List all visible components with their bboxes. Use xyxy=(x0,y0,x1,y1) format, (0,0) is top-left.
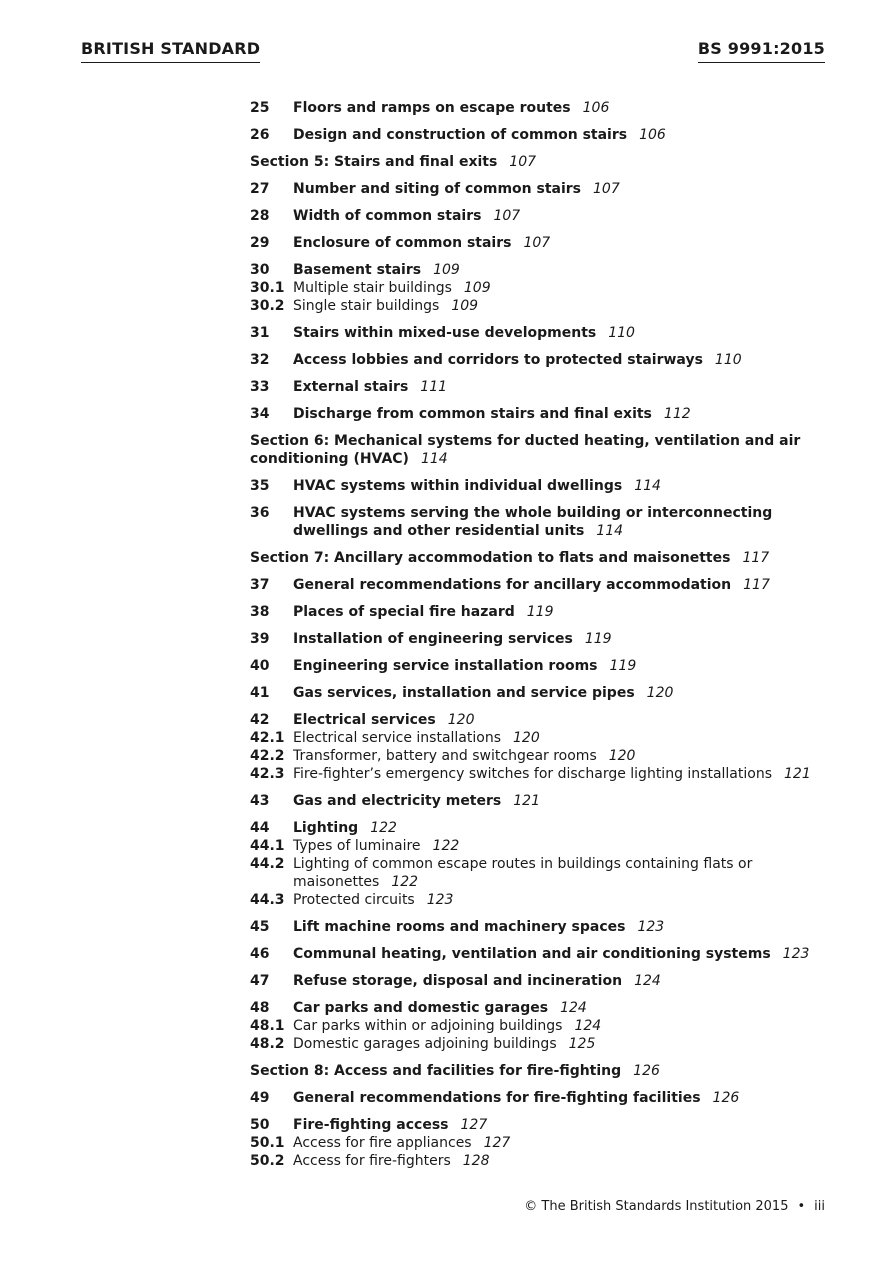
toc-subclause-title xyxy=(293,1017,850,1035)
toc-clause-line xyxy=(250,405,850,423)
toc-clause-entry xyxy=(250,657,850,675)
toc-clause-number: 46 xyxy=(250,946,270,962)
toc-clause-number: 44 xyxy=(250,820,270,836)
toc-clause-entry xyxy=(250,180,850,198)
toc-clause-line xyxy=(250,711,850,729)
toc-clause-text: HVAC systems serving the whole building or interconnecting dwellings and other residential units xyxy=(293,505,773,539)
footer xyxy=(524,1198,825,1216)
toc-clause-number: 33 xyxy=(250,379,270,395)
toc-clause-entry xyxy=(250,1089,850,1107)
footer-copyright: © The British Standards Institution 2015 xyxy=(524,1199,789,1214)
toc-page-number: 123 xyxy=(782,946,810,962)
toc-subclause-line xyxy=(250,837,850,855)
toc-clause-entry xyxy=(250,207,850,225)
toc-subclause-number: 48.2 xyxy=(250,1036,285,1052)
toc-clause-title xyxy=(293,945,850,963)
toc-clause-line xyxy=(250,657,850,675)
toc-page-number: 114 xyxy=(634,478,661,494)
toc-section-text: Section 6: Mechanical systems for ducted heating, ventilation and air conditioning (HVAC) xyxy=(250,433,801,467)
toc-page-number: 107 xyxy=(509,154,537,170)
toc-subclause-number: 48.1 xyxy=(250,1018,285,1034)
toc-clause-entry xyxy=(250,999,850,1053)
toc-subclause-number: 50.2 xyxy=(250,1153,285,1169)
toc-page-number: 109 xyxy=(463,280,491,296)
toc-subclause-number: 42.2 xyxy=(250,748,285,764)
toc-subclause-line xyxy=(250,747,850,765)
toc-clause-text: Basement stairs xyxy=(293,262,422,278)
toc-page-number: 109 xyxy=(433,262,460,278)
toc-clause-entry xyxy=(250,261,850,315)
toc-page-number: 122 xyxy=(370,820,397,836)
toc-clause-line xyxy=(250,234,850,252)
toc-subclause-number: 30.2 xyxy=(250,298,285,314)
toc-subclause-line xyxy=(250,297,850,315)
toc-page-number: 124 xyxy=(634,973,661,989)
toc-clause-line xyxy=(250,918,850,936)
toc-subclause-title xyxy=(293,297,850,315)
toc-page-number: 126 xyxy=(712,1090,740,1106)
toc-subclause-number: 42.1 xyxy=(250,730,285,746)
toc-subclause-number: 30.1 xyxy=(250,280,285,296)
toc-page-number: 106 xyxy=(582,100,610,116)
toc-clause-title xyxy=(293,504,850,540)
toc-subclause-text: Electrical service installations xyxy=(293,730,501,746)
toc-subclause-text: Multiple stair buildings xyxy=(293,280,452,296)
toc-subclause-title xyxy=(293,747,850,765)
toc-subclause-text: Car parks within or adjoining buildings xyxy=(293,1018,563,1034)
toc-clause-number: 49 xyxy=(250,1090,270,1106)
toc-clause-number: 39 xyxy=(250,631,270,647)
toc-page-number: 127 xyxy=(483,1135,511,1151)
toc-clause-text: HVAC systems within individual dwellings xyxy=(293,478,623,494)
toc-subclause-text: Types of luminaire xyxy=(293,838,421,854)
toc-clause-line xyxy=(250,477,850,495)
toc-clause-text: Communal heating, ventilation and air conditioning systems xyxy=(293,946,771,962)
toc-page-number: 119 xyxy=(609,658,637,674)
toc-clause-number: 35 xyxy=(250,478,270,494)
toc-clause-text: Lift machine rooms and machinery spaces xyxy=(293,919,626,935)
toc-clause-text: Width of common stairs xyxy=(293,208,482,224)
toc-clause-title xyxy=(293,324,850,342)
toc-clause-line xyxy=(250,999,850,1017)
toc-subclause-text: Access for fire appliances xyxy=(293,1135,472,1151)
toc-page-number: 127 xyxy=(460,1117,488,1133)
toc-clause-entry xyxy=(250,126,850,144)
toc-clause-title xyxy=(293,207,850,225)
toc-subclause-title xyxy=(293,279,850,297)
toc-clause-title xyxy=(293,180,850,198)
toc-clause-line xyxy=(250,180,850,198)
toc-clause-line xyxy=(250,576,850,594)
toc-clause-number: 41 xyxy=(250,685,270,701)
toc-section-entry xyxy=(250,432,850,468)
toc-clause-title xyxy=(293,657,850,675)
toc-clause-title xyxy=(293,684,850,702)
toc-clause-title xyxy=(293,405,850,423)
toc-clause-title xyxy=(293,477,850,495)
toc-section-title xyxy=(250,432,850,468)
footer-page-number: iii xyxy=(814,1199,825,1214)
toc-clause-text: Electrical services xyxy=(293,712,436,728)
toc-subclause-line xyxy=(250,855,850,891)
toc-page-number: 117 xyxy=(743,577,770,593)
toc-page-number: 114 xyxy=(420,451,448,467)
toc-clause-title xyxy=(293,126,850,144)
toc-clause-number: 26 xyxy=(250,127,270,143)
toc-clause-number: 30 xyxy=(250,262,270,278)
toc-subclause-title xyxy=(293,837,850,855)
toc-clause-text: Engineering service installation rooms xyxy=(293,658,598,674)
toc-clause-title xyxy=(293,1116,850,1134)
toc-subclause-title xyxy=(293,1152,850,1170)
toc-clause-text: Installation of engineering services xyxy=(293,631,573,647)
toc-page-number: 126 xyxy=(633,1063,660,1079)
toc-clause-number: 31 xyxy=(250,325,270,341)
toc-page-number: 114 xyxy=(596,523,624,539)
toc-subclause-number: 44.1 xyxy=(250,838,285,854)
toc-page-number: 122 xyxy=(432,838,460,854)
toc-clause-line xyxy=(250,945,850,963)
toc-subclause-line xyxy=(250,1152,850,1170)
toc-clause-text: Gas services, installation and service pipes xyxy=(293,685,635,701)
toc-clause-number: 32 xyxy=(250,352,270,368)
toc-subclause-number: 44.2 xyxy=(250,856,285,872)
toc-clause-text: Places of special fire hazard xyxy=(293,604,515,620)
toc-clause-line xyxy=(250,351,850,369)
toc-subclause-line xyxy=(250,279,850,297)
toc-clause-number: 25 xyxy=(250,100,270,116)
toc-clause-line xyxy=(250,630,850,648)
toc-clause-title xyxy=(293,711,850,729)
toc-clause-entry xyxy=(250,234,850,252)
toc-clause-entry xyxy=(250,684,850,702)
toc-subclause-title xyxy=(293,1134,850,1152)
toc-clause-text: Refuse storage, disposal and incineration xyxy=(293,973,623,989)
toc-clause-title xyxy=(293,351,850,369)
toc-subclause-line xyxy=(250,891,850,909)
toc-clause-title xyxy=(293,1089,850,1107)
toc-clause-title xyxy=(293,918,850,936)
toc-clause-title xyxy=(293,999,850,1017)
toc-clause-number: 38 xyxy=(250,604,270,620)
toc-clause-number: 37 xyxy=(250,577,270,593)
toc-clause-entry xyxy=(250,603,850,621)
footer-bullet: • xyxy=(797,1199,806,1214)
toc-section-entry xyxy=(250,1062,850,1080)
toc-page-number: 123 xyxy=(637,919,665,935)
toc-clause-line xyxy=(250,603,850,621)
toc-section-title xyxy=(250,549,850,567)
toc-clause-entry xyxy=(250,324,850,342)
toc-clause-title xyxy=(293,99,850,117)
toc-clause-text: Floors and ramps on escape routes xyxy=(293,100,571,116)
toc-clause-line xyxy=(250,324,850,342)
toc-clause-title xyxy=(293,378,850,396)
toc-section-text: Section 7: Ancillary accommodation to flats and maisonettes xyxy=(250,550,731,566)
toc-page-number: 111 xyxy=(420,379,448,395)
toc-clause-entry xyxy=(250,711,850,783)
toc-subclause-title xyxy=(293,765,850,783)
toc-page-number: 120 xyxy=(646,685,674,701)
toc-page-number: 110 xyxy=(714,352,742,368)
toc-section-title xyxy=(250,1062,850,1080)
toc-clause-number: 29 xyxy=(250,235,270,251)
toc-subclause-title xyxy=(293,1035,850,1053)
header-left-title: BRITISH STANDARD xyxy=(81,38,260,63)
toc-page-number: 122 xyxy=(391,874,419,890)
toc-clause-entry xyxy=(250,972,850,990)
toc-page-number: 112 xyxy=(663,406,691,422)
toc-clause-title xyxy=(293,972,850,990)
toc-clause-number: 40 xyxy=(250,658,270,674)
toc-page-number: 128 xyxy=(462,1153,490,1169)
toc-subclause-text: Single stair buildings xyxy=(293,298,440,314)
toc-clause-line xyxy=(250,1089,850,1107)
toc-page-number: 120 xyxy=(447,712,475,728)
toc-clause-entry xyxy=(250,99,850,117)
toc-page-number: 120 xyxy=(608,748,636,764)
toc-clause-text: General recommendations for fire-fighting facilities xyxy=(293,1090,701,1106)
toc-subclause-line xyxy=(250,1134,850,1152)
toc-clause-title xyxy=(293,261,850,279)
toc-clause-line xyxy=(250,207,850,225)
toc-subclause-line xyxy=(250,1017,850,1035)
toc-clause-number: 48 xyxy=(250,1000,270,1016)
toc-subclause-line xyxy=(250,765,850,783)
toc-clause-number: 36 xyxy=(250,505,270,521)
toc-section-entry xyxy=(250,549,850,567)
toc-clause-line xyxy=(250,792,850,810)
toc-page-number: 117 xyxy=(742,550,770,566)
toc-page-number: 121 xyxy=(513,793,540,809)
toc-page-number: 110 xyxy=(608,325,635,341)
toc-clause-entry xyxy=(250,792,850,810)
toc-clause-number: 43 xyxy=(250,793,270,809)
toc-clause-text: External stairs xyxy=(293,379,409,395)
toc-section-text: Section 8: Access and facilities for fire-fighting xyxy=(250,1063,622,1079)
toc-subclause-text: Lighting of common escape routes in buildings containing flats or maisonettes xyxy=(293,856,753,890)
toc-subclause-number: 50.1 xyxy=(250,1135,285,1151)
toc-clause-text: Stairs within mixed-use developments xyxy=(293,325,597,341)
toc-subclause-title xyxy=(293,891,850,909)
toc-clause-text: General recommendations for ancillary accommodation xyxy=(293,577,732,593)
toc-subclause-line xyxy=(250,729,850,747)
toc-clause-line xyxy=(250,504,850,540)
toc-page-number: 124 xyxy=(560,1000,587,1016)
toc-clause-text: Gas and electricity meters xyxy=(293,793,502,809)
toc-page-number: 119 xyxy=(526,604,554,620)
table-of-contents xyxy=(250,99,850,1179)
toc-page-number: 119 xyxy=(584,631,612,647)
toc-page-number: 121 xyxy=(784,766,811,782)
toc-clause-line xyxy=(250,126,850,144)
toc-page-number: 107 xyxy=(523,235,551,251)
toc-clause-line xyxy=(250,972,850,990)
toc-clause-number: 50 xyxy=(250,1117,270,1133)
toc-page-number: 107 xyxy=(593,181,620,197)
toc-page-number: 124 xyxy=(574,1018,602,1034)
toc-clause-number: 47 xyxy=(250,973,270,989)
toc-subclause-text: Domestic garages adjoining buildings xyxy=(293,1036,557,1052)
toc-page-number: 125 xyxy=(568,1036,596,1052)
toc-clause-title xyxy=(293,630,850,648)
toc-clause-title xyxy=(293,603,850,621)
toc-section-text: Section 5: Stairs and final exits xyxy=(250,154,498,170)
toc-clause-number: 45 xyxy=(250,919,270,935)
toc-clause-entry xyxy=(250,1116,850,1170)
toc-clause-text: Enclosure of common stairs xyxy=(293,235,512,251)
toc-clause-number: 28 xyxy=(250,208,270,224)
toc-clause-number: 42 xyxy=(250,712,270,728)
header-standard-number: BS 9991:2015 xyxy=(698,38,825,63)
toc-clause-title xyxy=(293,819,850,837)
toc-clause-entry xyxy=(250,405,850,423)
toc-page-number: 120 xyxy=(513,730,540,746)
toc-clause-title xyxy=(293,234,850,252)
toc-subclause-text: Transformer, battery and switchgear rooms xyxy=(293,748,597,764)
toc-clause-entry xyxy=(250,477,850,495)
toc-subclause-text: Protected circuits xyxy=(293,892,415,908)
toc-subclause-text: Access for fire-fighters xyxy=(293,1153,451,1169)
toc-subclause-title xyxy=(293,855,850,891)
toc-clause-text: Lighting xyxy=(293,820,359,836)
toc-clause-entry xyxy=(250,378,850,396)
toc-section-entry xyxy=(250,153,850,171)
toc-page-number: 107 xyxy=(493,208,521,224)
toc-clause-entry xyxy=(250,819,850,909)
toc-subclause-number: 44.3 xyxy=(250,892,285,908)
toc-subclause-line xyxy=(250,1035,850,1053)
toc-clause-title xyxy=(293,576,850,594)
toc-clause-text: Number and siting of common stairs xyxy=(293,181,582,197)
toc-clause-line xyxy=(250,819,850,837)
toc-clause-text: Access lobbies and corridors to protected stairways xyxy=(293,352,703,368)
toc-clause-line xyxy=(250,99,850,117)
toc-clause-entry xyxy=(250,576,850,594)
toc-subclause-number: 42.3 xyxy=(250,766,285,782)
toc-clause-line xyxy=(250,261,850,279)
toc-clause-entry xyxy=(250,945,850,963)
toc-clause-text: Design and construction of common stairs xyxy=(293,127,628,143)
toc-clause-title xyxy=(293,792,850,810)
toc-clause-entry xyxy=(250,351,850,369)
toc-clause-entry xyxy=(250,918,850,936)
toc-page-number: 123 xyxy=(426,892,454,908)
toc-clause-number: 34 xyxy=(250,406,270,422)
toc-clause-line xyxy=(250,1116,850,1134)
toc-clause-entry xyxy=(250,630,850,648)
toc-section-title xyxy=(250,153,850,171)
toc-clause-text: Car parks and domestic garages xyxy=(293,1000,549,1016)
toc-clause-text: Fire-fighting access xyxy=(293,1117,449,1133)
toc-subclause-text: Fire-fighter’s emergency switches for discharge lighting installations xyxy=(293,766,773,782)
toc-page-number: 109 xyxy=(451,298,479,314)
toc-clause-line xyxy=(250,378,850,396)
toc-page-number: 106 xyxy=(639,127,666,143)
toc-clause-entry xyxy=(250,504,850,540)
toc-clause-line xyxy=(250,684,850,702)
toc-clause-text: Discharge from common stairs and final exits xyxy=(293,406,652,422)
toc-clause-number: 27 xyxy=(250,181,270,197)
toc-subclause-title xyxy=(293,729,850,747)
